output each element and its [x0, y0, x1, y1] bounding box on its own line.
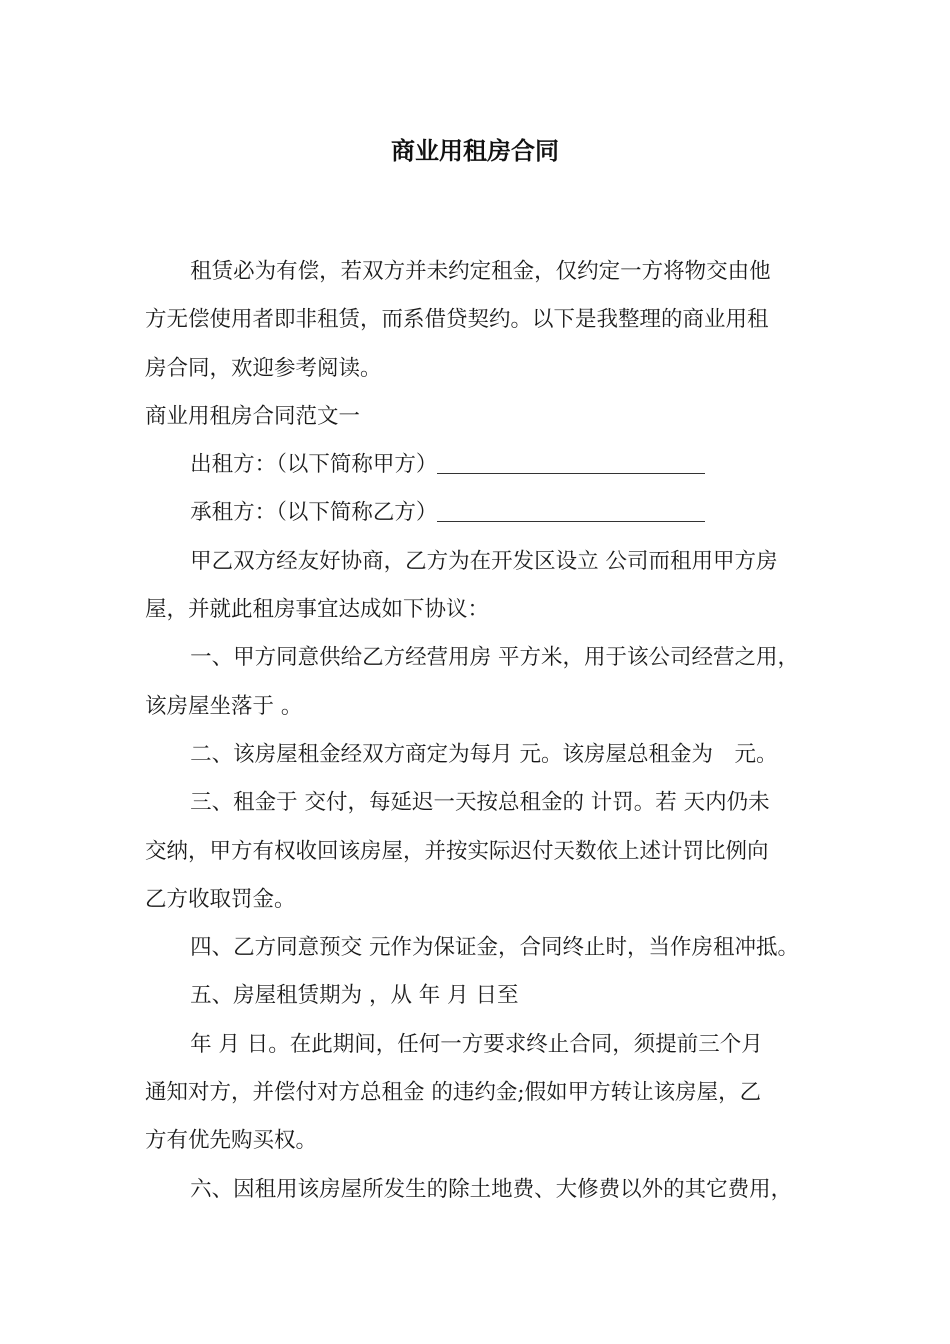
clause-line: 四、乙方同意预交 元作为保证金，合同终止时，当作房租冲抵。 — [190, 935, 799, 961]
section-heading: 商业用租房合同范文一 — [145, 403, 361, 429]
contract-clauses — [145, 538, 825, 1214]
clause-line: 年 月 日。在此期间，任何一方要求终止合同，须提前三个月 — [190, 1031, 763, 1057]
lessee-label: 承租方：（以下简称乙方） — [190, 500, 438, 526]
lessee-blank-field — [437, 500, 705, 523]
intro-line: 租赁必为有偿，若双方并未约定租金，仅约定一方将物交由他 — [190, 259, 771, 284]
clause-line: 六、因租用该房屋所发生的除土地费、大修费以外的其它费用， — [190, 1176, 793, 1202]
clause-line: 二、该房屋租金经双方商定为每月 元。该房屋总租金为 元。 — [190, 741, 778, 767]
clause-line: 屋，并就此租房事宜达成如下协议： — [145, 597, 490, 623]
clause-line: 甲乙双方经友好协商，乙方为在开发区设立 公司而租用甲方房 — [190, 548, 778, 574]
document-title: 商业用租房合同 — [391, 137, 559, 165]
lessor-blank-field — [437, 452, 705, 475]
clause-line: 三、租金于 交付，每延迟一天按总租金的 计罚。若 天内仍未 — [190, 790, 770, 816]
document-body — [145, 248, 825, 1214]
intro-line: 房合同，欢迎参考阅读。 — [145, 355, 382, 381]
clause-line: 一、甲方同意供给乙方经营用房 平方米，用于该公司经营之用， — [190, 645, 799, 671]
clause-line: 五、房屋租赁期为 ，从 年 月 日至 — [190, 983, 519, 1009]
clause-line: 交纳，甲方有权收回该房屋，并按实际迟付天数依上述计罚比例向 — [145, 838, 769, 864]
lessor-line — [145, 441, 825, 489]
clause-line: 通知对方，并偿付对方总租金 的违约金;假如甲方转让该房屋，乙 — [145, 1080, 762, 1106]
clause-line: 方有优先购买权。 — [145, 1128, 318, 1154]
lessee-line — [145, 489, 825, 537]
intro-line: 方无偿使用者即非租赁，而系借贷契约。以下是我整理的商业用租 — [145, 307, 769, 333]
clause-line: 乙方收取罚金。 — [145, 886, 296, 912]
lessor-label: 出租方：（以下简称甲方） — [190, 452, 438, 478]
clause-line: 该房屋坐落于 。 — [145, 693, 303, 719]
